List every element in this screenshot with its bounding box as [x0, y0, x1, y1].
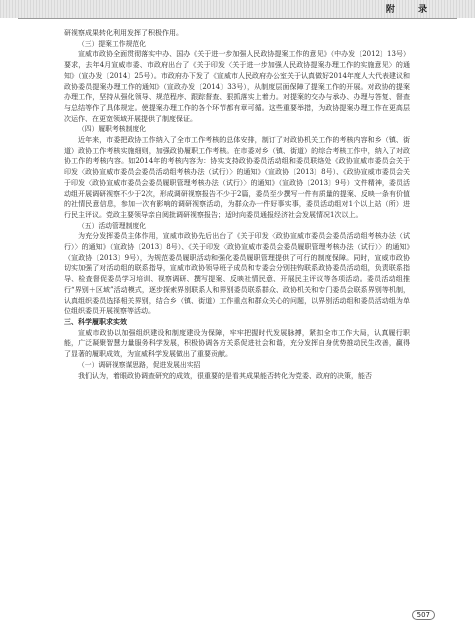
subsection-heading: （一）调研视察谋思路，促进发展出实招	[78, 360, 201, 369]
body-paragraph: 我们认为，着眼政协调查研究的成效，很重要的是看其成果能否转化为党委、政府的决策，能否	[78, 371, 372, 380]
subsection-heading: （四）履职考核制度化	[78, 125, 146, 134]
page-number: 507	[412, 610, 435, 620]
body-paragraph: 研视察成果转化利用发挥了积极作用。	[64, 29, 183, 37]
subsection-heading: （三）提案工作规范化	[78, 39, 146, 48]
section-heading: 三、科学履职求实效	[64, 317, 127, 326]
header-rule	[18, 18, 457, 19]
body-paragraph: 宣威市政协全面贯彻落实中办、国办《关于进一步加强人民政协提案工作的意见》（中办发〔2012〕13号）要求，去年4月宣威市委、市政府出台了《关于印发〈关于进一步加强人民政协提案办理工作的实施意见〉的通知》（宣办发〔2014〕25号）。市政府办下发了《宣威市人民政府办公室关于认真做好2014年度人大代表建议和政协委员提案办理工作的通知》（宣政办发〔2014〕33号），从制度层面保障了提案工作的开展。对政协的提案办理工作，坚持从强化领导、规范程序、跟踪督查、狠抓落实上着力。对提案的交办与承办、办理与答复、督查与总结等作了具体规定。使提案办理工作的各个环节都有章可循。这些重要举措，为政协提案办理工作在更高层次运作、在更宽领域开展提供了制度保证。	[64, 50, 410, 123]
running-header: 附 录	[385, 5, 437, 15]
page-body	[64, 28, 410, 381]
body-paragraph: 宣威市政协以加强组织建设和制度建设为保障，牢牢把握时代发展脉搏，紧扣全市工作大局，认真履行职能，广泛凝聚智慧力量服务科学发展，积极协调各方关系促进社会和谐，充分发挥自身优势推动民生改善，赢得了显著的履职成效，为宣威科学发展做出了重要贡献。	[64, 328, 410, 359]
body-paragraph: 为充分发挥委员主体作用，宣威市政协先后出台了《关于印发〈政协宣威市委员会委员活动组考核办法（试行）〉的通知》（宣政协〔2013〕8号）、《关于印发〈政协宣威市委员会委员履职管理考核办法（试行）〉的通知》（宣政协〔2013〕9号），为规范委员履职活动和强化委员履职管理提供了可行的制度保障。同时，宣威市政协切实加强了对活动组的联系指导，宣威市政协领导班子成员和专委会分别挂钩联系政协委员活动组，负责联系指导、检查督促委员学习培训、视察调研、撰写提案、反映社情民意、开展民主评议等各项活动。委员活动组推行“界别＋区域”活动模式，逐步探索界别联系人和界别委员联系群众、政协机关和专门委员会联系界别等机制，认真组织委员选择相关界别，结合乡（镇、街道）工作重点和群众关心的问题，以界别活动组和委员活动组为单位组织委员开展视察等活动。	[64, 232, 410, 316]
subsection-heading: （五）活动管理制度化	[78, 221, 146, 230]
body-paragraph: 近年来，市委把政协工作纳入了全市工作考核的总体安排，制订了对政协机关工作的考核内容和乡（镇、街道）政协工作考核实施细则，加强政协履职工作考核。在市委对乡（镇、街道）的综合考核工作中，纳入了对政协工作的考核内容。如2014年的考核内容为：协实支持政协委员活动组和委员联络处《政协宣威市委员会关于印发〈政协宣威市委员会委员活动组考核办法（试行）〉的通知》（宣政协〔2013〕8号）、《政协宣威市委员会关于印发〈政协宣威市委员会委员履职管理考核办法（试行）〉的通知》（宣政协〔2013〕9号）文件精神，委员活动组开展调研视察不少于2次，形成调研视察报告不少于2篇，委员至少撰写一件有质量的提案、反映一条有价值的社情民意信息，参加一次有影响的调研视察活动，为群众办一件好事实事，委员活动组对1个以上站（所）进行民主评议。党政主要领导亲自阅批调研视察报告；适时向委员通报经济社会发展情况1次以上。	[64, 136, 410, 219]
